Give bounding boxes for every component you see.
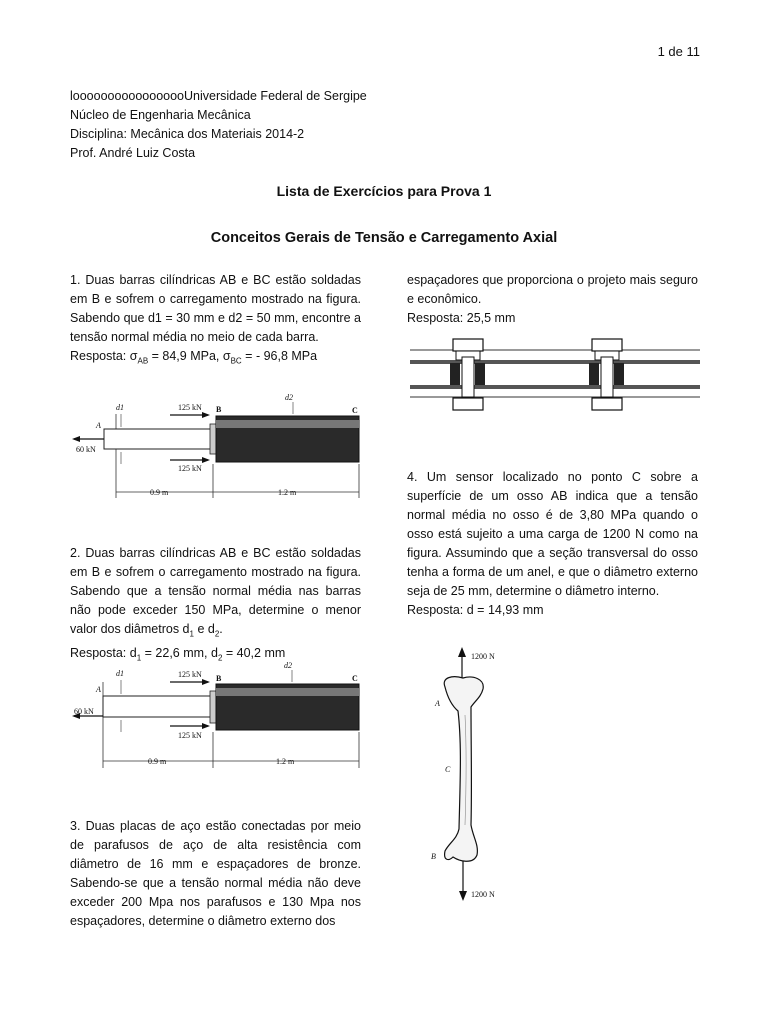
label-load-b-top: 125 kN: [178, 403, 202, 412]
label-d1: d1: [116, 669, 124, 678]
label-length-bc: 1.2 m: [276, 757, 295, 766]
question-2-text: 2. Duas barras cilíndricas AB e BC estão soldadas em B e sofrem o carregamento mostrado na figura. Sabendo que a tensão normal média nas barras não pode exceder 150 MPa, determine o menor valor dos diâmetros $d_1$ e $d_2$.: [70, 546, 361, 639]
question-3-text: 3. Duas placas de aço estão conectadas por meio de parafusos de aço de alta resistência com diâmetro de 16 mm e espaçadores de bronze. Sabendo-se que a tensão normal média não deve exceder 200 Mpa nos parafusos e 130 Mpa nos espaçadores, determine o diâmetro externo dos: [70, 819, 361, 928]
label-point-c: C: [352, 674, 358, 683]
document-header: [70, 87, 367, 163]
question-1-text: 1. Duas barras cilíndricas AB e BC estão soldadas em B e sofrem o carregamento mostrado na figura. Sabendo que d1 = 30 mm e d2 = 50 mm, encontre a tensão normal média no meio de cada barra.: [70, 273, 361, 344]
label-load-top: 1200 N: [471, 652, 495, 661]
label-point-b: B: [216, 674, 222, 683]
label-load-bottom: 1200 N: [471, 890, 495, 899]
label-point-a: A: [96, 685, 101, 694]
label-load-b-bottom: 125 kN: [178, 731, 202, 740]
question-1-answer: Resposta: $\sigma_{AB} = 84,9$ MPa, $\sigma_{BC}$ = - 96,8 MPa: [70, 349, 318, 366]
question-3: [70, 817, 361, 931]
question-1: [70, 271, 361, 371]
section-subtitle: Conceitos Gerais de Tensão e Carregamento Axial: [210, 230, 558, 246]
question-4-answer: Resposta: d = 14,93 mm: [407, 603, 544, 617]
label-load-b-top: 125 kN: [178, 670, 202, 679]
question-4: [407, 468, 698, 620]
header-professor: Prof. André Luiz Costa: [70, 146, 196, 160]
label-load-b-bottom: 125 kN: [178, 464, 202, 473]
label-length-ab: 0.9 m: [148, 757, 167, 766]
label-d2: d2: [284, 661, 292, 670]
header-course: Disciplina: Mecânica dos Materiais 2014-2: [70, 127, 305, 141]
label-d1: d1: [116, 403, 124, 412]
label-point-b: B: [216, 405, 222, 414]
page-title: Lista de Exercícios para Prova 1: [276, 183, 492, 199]
header-department: Núcleo de Engenharia Mecânica: [70, 108, 251, 122]
label-point-a: A: [435, 699, 440, 708]
figure-bar-2: [66, 660, 366, 772]
label-point-b: B: [431, 852, 436, 861]
header-university: looooooooooooooooUniversidade Federal de Sergipe: [70, 89, 367, 103]
question-3-continuation: espaçadores que proporciona o projeto mais seguro e econômico.: [407, 273, 698, 306]
label-load-a: 60 kN: [76, 445, 96, 454]
label-point-c: C: [352, 406, 358, 415]
label-length-ab: 0.9 m: [150, 488, 169, 497]
label-load-a: 60 kN: [74, 707, 94, 716]
label-d2: d2: [285, 393, 293, 402]
question-3-continued: [407, 271, 698, 328]
page-number: 1 de 11: [657, 44, 700, 59]
figure-bone: [425, 645, 545, 910]
question-2: [70, 544, 361, 667]
label-point-a: A: [96, 421, 101, 430]
label-point-c: C: [445, 765, 451, 774]
question-3-answer: Resposta: 25,5 mm: [407, 311, 516, 325]
figure-bolted-plates: [410, 335, 700, 415]
label-length-bc: 1.2 m: [278, 488, 297, 497]
question-2-answer: Resposta: $d_1 = 22,6$ mm, $d_2 = 40,2$ mm: [70, 645, 286, 662]
bolt-left: [450, 339, 485, 410]
bolt-right: [589, 339, 624, 410]
figure-bar-1: [66, 392, 366, 504]
question-4-text: 4. Um sensor localizado no ponto C sobre a superfície de um osso AB indica que a tensão normal média no osso é de 3,80 MPa quando o osso está sujeito a uma carga de 1200 N como na figura. Assumindo que a seção transversal do osso tenha a forma de um anel, e que o diâmetro externo seja de 25 mm, determine o diâmetro interno.: [407, 470, 698, 598]
